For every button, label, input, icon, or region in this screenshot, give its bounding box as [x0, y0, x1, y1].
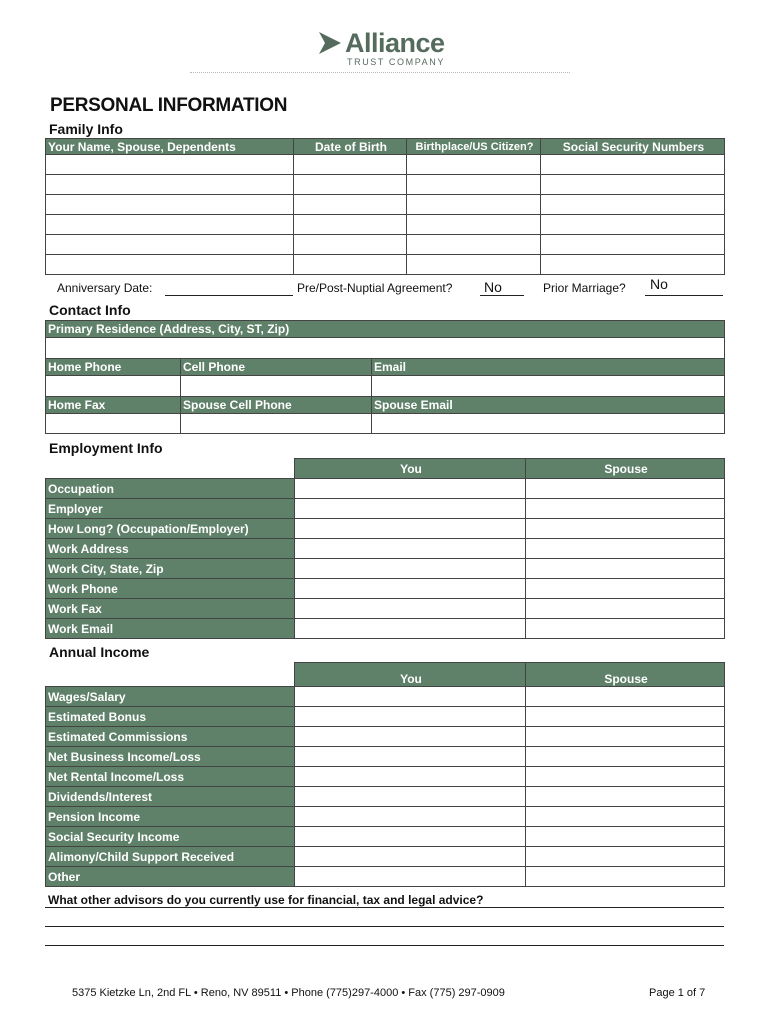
contact-table [45, 320, 725, 434]
table-row [46, 707, 725, 727]
table-row [46, 479, 725, 499]
spouse-cell-label: Spouse Cell Phone [181, 397, 372, 414]
row-label: Wages/Salary [46, 687, 295, 707]
you-field[interactable] [295, 807, 526, 827]
table-row [46, 539, 725, 559]
family-row[interactable] [46, 235, 725, 255]
home-fax-field[interactable] [46, 414, 181, 434]
income-heading: Annual Income [49, 644, 150, 660]
home-phone-field[interactable] [46, 376, 181, 397]
row-label: Social Security Income [46, 827, 295, 847]
spouse-field[interactable] [526, 827, 725, 847]
spouse-field[interactable] [526, 807, 725, 827]
table-row [46, 827, 725, 847]
home-fax-label: Home Fax [46, 397, 181, 414]
table-row [46, 747, 725, 767]
col-birthplace: Birthplace/US Citizen? [407, 139, 541, 155]
row-label: Occupation [46, 479, 295, 499]
spouse-field[interactable] [526, 847, 725, 867]
email-label: Email [372, 359, 725, 376]
nuptial-value[interactable]: No [484, 279, 502, 295]
spouse-field[interactable] [526, 519, 725, 539]
income-spouse-header: Spouse [526, 663, 725, 687]
spouse-field[interactable] [526, 479, 725, 499]
spouse-email-field[interactable] [372, 414, 725, 434]
nuptial-field[interactable] [480, 295, 524, 296]
family-row[interactable] [46, 195, 725, 215]
table-row [46, 807, 725, 827]
row-label: Work Email [46, 619, 295, 639]
spouse-field[interactable] [526, 867, 725, 887]
you-field[interactable] [295, 519, 526, 539]
row-label: Estimated Commissions [46, 727, 295, 747]
table-row [46, 847, 725, 867]
row-label: Net Rental Income/Loss [46, 767, 295, 787]
row-label: Pension Income [46, 807, 295, 827]
employment-heading: Employment Info [49, 440, 163, 456]
spouse-field[interactable] [526, 727, 725, 747]
spouse-cell-field[interactable] [181, 414, 372, 434]
advisors-line[interactable] [45, 907, 724, 908]
employment-you-header: You [295, 459, 526, 479]
footer-address: 5375 Kietzke Ln, 2nd FL • Reno, NV 89511 • Phone (775)297-4000 • Fax (775) 297-0909 [72, 987, 505, 999]
advisors-line[interactable] [45, 945, 724, 946]
row-label: Dividends/Interest [46, 787, 295, 807]
you-field[interactable] [295, 787, 526, 807]
spouse-field[interactable] [526, 559, 725, 579]
col-ssn: Social Security Numbers [541, 139, 725, 155]
you-field[interactable] [295, 847, 526, 867]
spouse-email-label: Spouse Email [372, 397, 725, 414]
nuptial-label: Pre/Post-Nuptial Agreement? [297, 281, 453, 295]
you-field[interactable] [295, 867, 526, 887]
prior-marriage-value[interactable]: No [650, 276, 668, 292]
you-field[interactable] [295, 727, 526, 747]
you-field[interactable] [295, 599, 526, 619]
you-field[interactable] [295, 619, 526, 639]
residence-field[interactable] [46, 338, 725, 359]
row-label: Work Fax [46, 599, 295, 619]
you-field[interactable] [295, 767, 526, 787]
spouse-field[interactable] [526, 767, 725, 787]
table-row [46, 767, 725, 787]
family-row[interactable] [46, 155, 725, 175]
table-row [46, 579, 725, 599]
you-field[interactable] [295, 687, 526, 707]
spouse-field[interactable] [526, 579, 725, 599]
spouse-field[interactable] [526, 707, 725, 727]
row-label: Work Address [46, 539, 295, 559]
email-field[interactable] [372, 376, 725, 397]
company-logo [317, 26, 457, 70]
col-name: Your Name, Spouse, Dependents [46, 139, 294, 155]
row-label: Alimony/Child Support Received [46, 847, 295, 867]
family-row[interactable] [46, 175, 725, 195]
table-row [46, 559, 725, 579]
table-row [46, 727, 725, 747]
table-row [46, 867, 725, 887]
prior-marriage-label: Prior Marriage? [543, 281, 626, 295]
spouse-field[interactable] [526, 687, 725, 707]
advisors-line[interactable] [45, 926, 724, 927]
page-number: Page 1 of 7 [649, 987, 706, 999]
cell-phone-field[interactable] [181, 376, 372, 397]
logo-name: Alliance [345, 28, 445, 58]
row-label: Work Phone [46, 579, 295, 599]
family-row[interactable] [46, 255, 725, 275]
row-label: Employer [46, 499, 295, 519]
family-row[interactable] [46, 215, 725, 235]
table-row [46, 519, 725, 539]
income-table [45, 662, 725, 887]
row-label: Work City, State, Zip [46, 559, 295, 579]
logo-subtitle: TRUST COMPANY [347, 57, 445, 67]
prior-marriage-field[interactable] [645, 295, 723, 296]
you-field[interactable] [295, 707, 526, 727]
spouse-field[interactable] [526, 747, 725, 767]
table-row [46, 499, 725, 519]
row-label: Net Business Income/Loss [46, 747, 295, 767]
employment-table [45, 458, 725, 639]
family-heading: Family Info [49, 121, 123, 137]
logo-arrow-icon [317, 30, 343, 56]
header-divider [190, 72, 570, 73]
spouse-field[interactable] [526, 499, 725, 519]
you-field[interactable] [295, 479, 526, 499]
spouse-field[interactable] [526, 787, 725, 807]
family-table [45, 138, 725, 275]
anniversary-label: Anniversary Date: [57, 281, 153, 295]
row-label: How Long? (Occupation/Employer) [46, 519, 295, 539]
home-phone-label: Home Phone [46, 359, 181, 376]
table-row [46, 599, 725, 619]
you-field[interactable] [295, 579, 526, 599]
cell-phone-label: Cell Phone [181, 359, 372, 376]
page-title: PERSONAL INFORMATION [50, 95, 288, 116]
you-field[interactable] [295, 559, 526, 579]
you-field[interactable] [295, 499, 526, 519]
spouse-field[interactable] [526, 599, 725, 619]
spouse-field[interactable] [526, 539, 725, 559]
contact-heading: Contact Info [49, 302, 131, 318]
you-field[interactable] [295, 747, 526, 767]
table-row [46, 687, 725, 707]
row-label: Other [46, 867, 295, 887]
row-label: Estimated Bonus [46, 707, 295, 727]
table-row [46, 619, 725, 639]
advisors-question: What other advisors do you currently use for financial, tax and legal advice? [48, 893, 484, 907]
you-field[interactable] [295, 827, 526, 847]
income-you-header: You [295, 663, 526, 687]
spouse-field[interactable] [526, 619, 725, 639]
you-field[interactable] [295, 539, 526, 559]
table-row [46, 787, 725, 807]
employment-spouse-header: Spouse [526, 459, 725, 479]
residence-label: Primary Residence (Address, City, ST, Zip) [46, 321, 725, 338]
col-dob: Date of Birth [294, 139, 407, 155]
anniversary-field[interactable] [165, 295, 293, 296]
